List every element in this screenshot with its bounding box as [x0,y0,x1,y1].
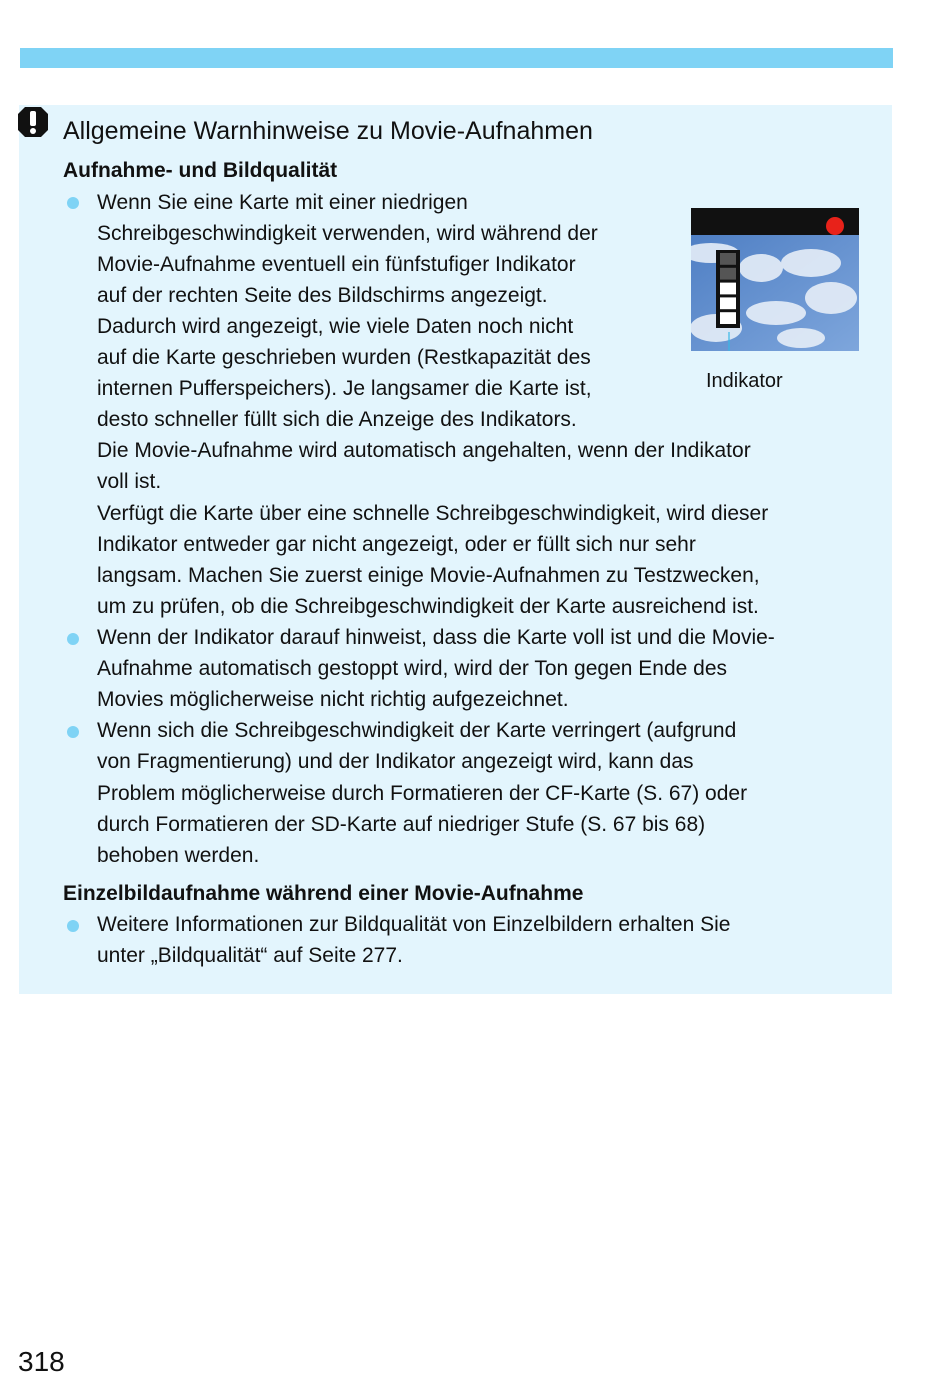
text-line: auf der rechten Seite des Bildschirms angezeigt. [97,284,548,307]
text-line: Wenn der Indikator darauf hinweist, dass die Karte voll ist und die Movie- [97,626,775,649]
bullet-marker [67,920,79,932]
bullet-marker [67,633,79,645]
text-line: desto schneller füllt sich die Anzeige des Indikators. [97,408,577,431]
bullet-marker [67,197,79,209]
text-line: Verfügt die Karte über eine schnelle Schreibgeschwindigkeit, wird dieser [97,502,769,525]
text-line: Movies möglicherweise nicht richtig aufgezeichnet. [97,688,569,711]
buffer-indicator-screen [691,208,859,351]
indicator-level [720,268,736,280]
text-line: Die Movie-Aufnahme wird automatisch angehalten, wenn der Indikator [97,439,751,462]
indicator-level [720,297,736,309]
text-line: Schreibgeschwindigkeit verwenden, wird während der [97,222,598,245]
indicator-level [720,312,736,324]
text-line: Dadurch wird angezeigt, wie viele Daten noch nicht [97,315,574,338]
text-line: Weitere Informationen zur Bildqualität von Einzelbildern erhalten Sie [97,913,731,936]
bullet-marker [67,726,79,738]
indicator-caption: Indikator [706,370,783,392]
text-line: internen Pufferspeichers). Je langsamer die Karte ist, [97,377,592,400]
recording-dot-icon [826,217,844,235]
text-line: auf die Karte geschrieben wurden (Restkapazität des [97,346,591,369]
caution-title: Allgemeine Warnhinweise zu Movie-Aufnahmen [63,117,593,145]
section-heading-quality: Aufnahme- und Bildqualität [63,159,338,182]
buffer-indicator [716,250,740,328]
text-line: Wenn Sie eine Karte mit einer niedrigen [97,191,468,214]
caution-icon [16,105,50,139]
section-heading-still-photo: Einzelbildaufnahme während einer Movie-Aufnahme [63,882,584,905]
text-line: voll ist. [97,470,162,493]
text-line: langsam. Machen Sie zuerst einige Movie-Aufnahmen zu Testzwecken, [97,564,760,587]
text-line: durch Formatieren der SD-Karte auf niedriger Stufe (S. 67 bis 68) [97,813,706,836]
indicator-level [720,283,736,295]
text-line: behoben werden. [97,844,260,867]
text-line: Movie-Aufnahme eventuell ein fünfstufiger Indikator [97,253,576,276]
page-number: 318 [18,1346,65,1377]
chapter-header-bar [20,48,893,68]
text-line: unter „Bildqualität“ auf Seite 277. [97,944,403,967]
text-line: um zu prüfen, ob die Schreibgeschwindigkeit der Karte ausreichend ist. [97,595,759,618]
text-line: Aufnahme automatisch gestoppt wird, wird der Ton gegen Ende des [97,657,727,680]
indicator-level [720,253,736,265]
text-line: von Fragmentierung) und der Indikator angezeigt wird, kann das [97,750,694,773]
text-line: Wenn sich die Schreibgeschwindigkeit der Karte verringert (aufgrund [97,719,737,742]
text-line: Indikator entweder gar nicht angezeigt, oder er füllt sich nur sehr [97,533,696,556]
text-line: Problem möglicherweise durch Formatieren der CF-Karte (S. 67) oder [97,782,748,805]
